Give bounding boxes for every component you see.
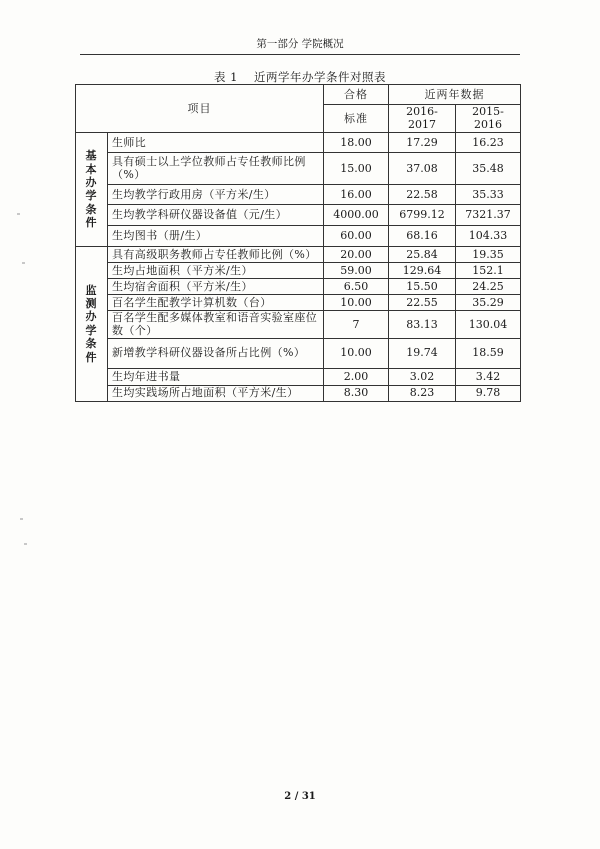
row-value-2015-2016: 19.35 [456,246,521,262]
row-standard: 20.00 [324,246,389,262]
table-row [76,184,521,204]
row-value-2016-2017: 22.58 [389,184,456,204]
header-item: 项目 [76,85,324,133]
row-item: 生均实践场所占地面积（平方米/生） [108,385,324,401]
header-year-2015-2016: 2015-2016 [456,105,521,133]
row-item: 生均教学行政用房（平方米/生） [108,184,324,204]
header-recent-years: 近两年数据 [389,85,521,105]
row-item: 百名学生配多媒体教室和语音实验室座位数（个） [108,310,324,338]
basic-conditions-group [76,132,521,246]
row-value-2015-2016: 104.33 [456,225,521,246]
row-item: 具有硕士以上学位教师占专任教师比例（%） [108,152,324,184]
row-value-2016-2017: 6799.12 [389,204,456,225]
scan-mark [22,262,25,264]
table-row [76,132,521,152]
row-value-2016-2017: 3.02 [389,368,456,385]
row-value-2016-2017: 17.29 [389,132,456,152]
row-standard: 10.00 [324,338,389,368]
row-standard: 60.00 [324,225,389,246]
scan-mark [24,543,27,545]
row-standard: 16.00 [324,184,389,204]
table-row [76,225,521,246]
table-row [76,278,521,294]
row-value-2015-2016: 152.1 [456,262,521,278]
row-value-2016-2017: 83.13 [389,310,456,338]
row-item: 具有高级职务教师占专任教师比例（%） [108,246,324,262]
table-row [76,204,521,225]
page-header: 第一部分 学院概况 [256,38,344,50]
row-value-2016-2017: 129.64 [389,262,456,278]
row-standard: 10.00 [324,294,389,310]
group-label: 监测办学条件 [76,246,108,401]
table-row [76,338,521,368]
row-item: 生均占地面积（平方米/生） [108,262,324,278]
scan-mark [20,518,23,520]
table-number: 表 1 [214,70,238,84]
row-item: 生均教学科研仪器设备值（元/生） [108,204,324,225]
table-row [76,385,521,401]
row-value-2015-2016: 35.48 [456,152,521,184]
row-value-2016-2017: 37.08 [389,152,456,184]
row-value-2016-2017: 19.74 [389,338,456,368]
monitored-conditions-group [76,246,521,401]
row-standard: 15.00 [324,152,389,184]
row-item: 生师比 [108,132,324,152]
row-value-2016-2017: 22.55 [389,294,456,310]
table-row [76,262,521,278]
table-row [76,246,521,262]
row-value-2015-2016: 24.25 [456,278,521,294]
table-row [76,294,521,310]
row-value-2015-2016: 18.59 [456,338,521,368]
row-standard: 2.00 [324,368,389,385]
table-caption [0,69,600,85]
row-value-2015-2016: 35.33 [456,184,521,204]
row-standard: 7 [324,310,389,338]
row-value-2015-2016: 130.04 [456,310,521,338]
row-item: 生均图书（册/生） [108,225,324,246]
row-value-2015-2016: 35.29 [456,294,521,310]
table-title: 近两学年办学条件对照表 [253,70,386,84]
row-standard: 6.50 [324,278,389,294]
page-number: 2 / 31 [284,791,316,802]
row-standard: 18.00 [324,132,389,152]
row-value-2016-2017: 25.84 [389,246,456,262]
row-standard: 8.30 [324,385,389,401]
row-value-2015-2016: 16.23 [456,132,521,152]
conditions-table [75,84,521,402]
row-item: 新增教学科研仪器设备所占比例（%） [108,338,324,368]
row-item: 生均年进书量 [108,368,324,385]
row-item: 百名学生配教学计算机数（台） [108,294,324,310]
row-value-2015-2016: 7321.37 [456,204,521,225]
scan-mark [17,213,20,215]
row-item: 生均宿舍面积（平方米/生） [108,278,324,294]
table-row [76,152,521,184]
row-value-2015-2016: 9.78 [456,385,521,401]
row-value-2016-2017: 15.50 [389,278,456,294]
group-label: 基本办学条件 [76,132,108,246]
header-standard-line2: 标准 [324,105,389,133]
row-value-2016-2017: 8.23 [389,385,456,401]
header-year-2016-2017: 2016-2017 [389,105,456,133]
row-standard: 59.00 [324,262,389,278]
header-rule [80,54,520,55]
table-row [76,368,521,385]
row-value-2016-2017: 68.16 [389,225,456,246]
header-standard-line1: 合格 [324,85,389,105]
table-head [76,85,521,133]
row-standard: 4000.00 [324,204,389,225]
row-value-2015-2016: 3.42 [456,368,521,385]
table-row [76,310,521,338]
